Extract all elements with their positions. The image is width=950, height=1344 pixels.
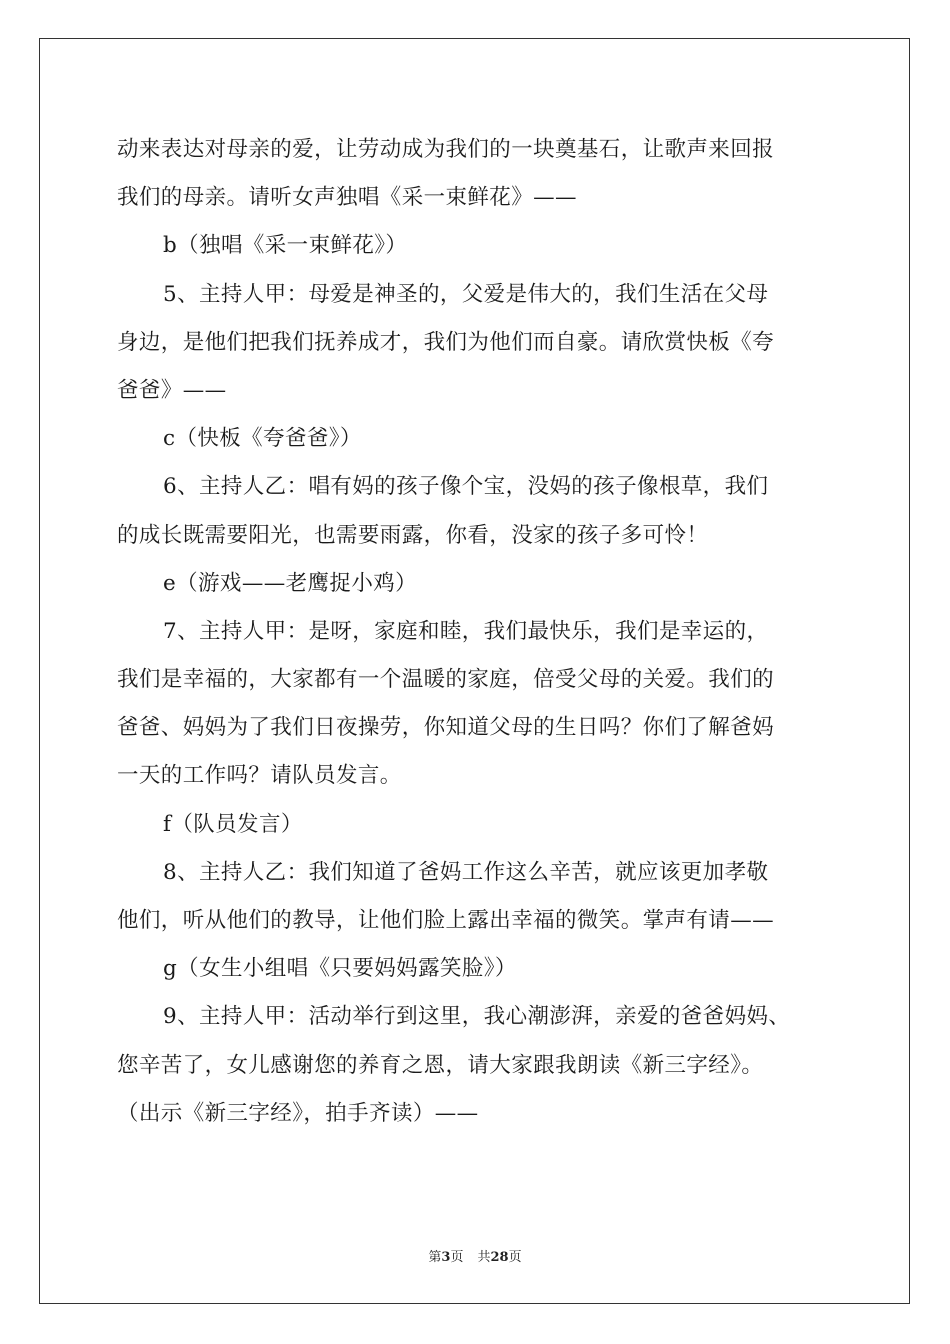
text-line: 一天的工作吗？请队员发言。: [117, 763, 402, 789]
text-line: 6、主持人乙：唱有妈的孩子像个宝，没妈的孩子像根草，我们: [163, 474, 769, 500]
total-pages: 28: [490, 1250, 509, 1265]
page-prefix: 第: [428, 1250, 442, 1265]
text-line: 您辛苦了，女儿感谢您的养育之恩，请大家跟我朗读《新三字经》。: [117, 1052, 764, 1078]
text-line: 动来表达对母亲的爱，让劳动成为我们的一块奠基石，让歌声来回报: [117, 137, 775, 162]
text-line: f（队员发言）: [163, 811, 303, 837]
page-number: 3: [441, 1250, 451, 1265]
text-line: 5、主持人甲：母爱是神圣的，父爱是伟大的，我们生活在父母: [163, 281, 769, 307]
total-prefix: 共: [477, 1250, 491, 1265]
text-line: 他们，听从他们的教导，让他们脸上露出幸福的微笑。掌声有请——: [117, 908, 775, 933]
text-line: 的成长既需要阳光，也需要雨露，你看，没家的孩子多可怜！: [117, 522, 709, 548]
page-suffix: 页: [450, 1250, 464, 1265]
text-line: b（独唱《采一束鲜花》）: [163, 233, 408, 259]
total-suffix: 页: [508, 1250, 522, 1265]
document-body: [117, 126, 833, 1138]
text-line: 7、主持人甲：是呀，家庭和睦，我们最快乐，我们是幸运的，: [163, 618, 769, 644]
text-line: e（游戏——老鹰捉小鸡）: [163, 570, 418, 596]
text-line: 爸爸、妈妈为了我们日夜操劳，你知道父母的生日吗？你们了解爸妈: [117, 715, 775, 741]
text-line: 8、主持人乙：我们知道了爸妈工作这么辛苦，就应该更加孝敬: [163, 859, 769, 885]
text-line: 爸爸》——: [117, 377, 227, 403]
text-line: g（女生小组唱《只要妈妈露笑脸》）: [163, 956, 517, 982]
page-footer: [0, 1246, 950, 1265]
text-line: 9、主持人甲：活动举行到这里，我心潮澎湃，亲爱的爸爸妈妈、: [163, 1004, 791, 1030]
text-line: 我们的母亲。请听女声独唱《采一束鲜花》——: [117, 185, 577, 211]
text-line: 身边，是他们把我们抚养成才，我们为他们而自豪。请欣赏快板《夸: [117, 329, 775, 355]
text-line: c（快板《夸爸爸》）: [163, 426, 362, 452]
text-line: （出示《新三字经》，拍手齐读）——: [117, 1100, 479, 1126]
text-line: 我们是幸福的，大家都有一个温暖的家庭，倍受父母的关爱。我们的: [117, 667, 775, 693]
